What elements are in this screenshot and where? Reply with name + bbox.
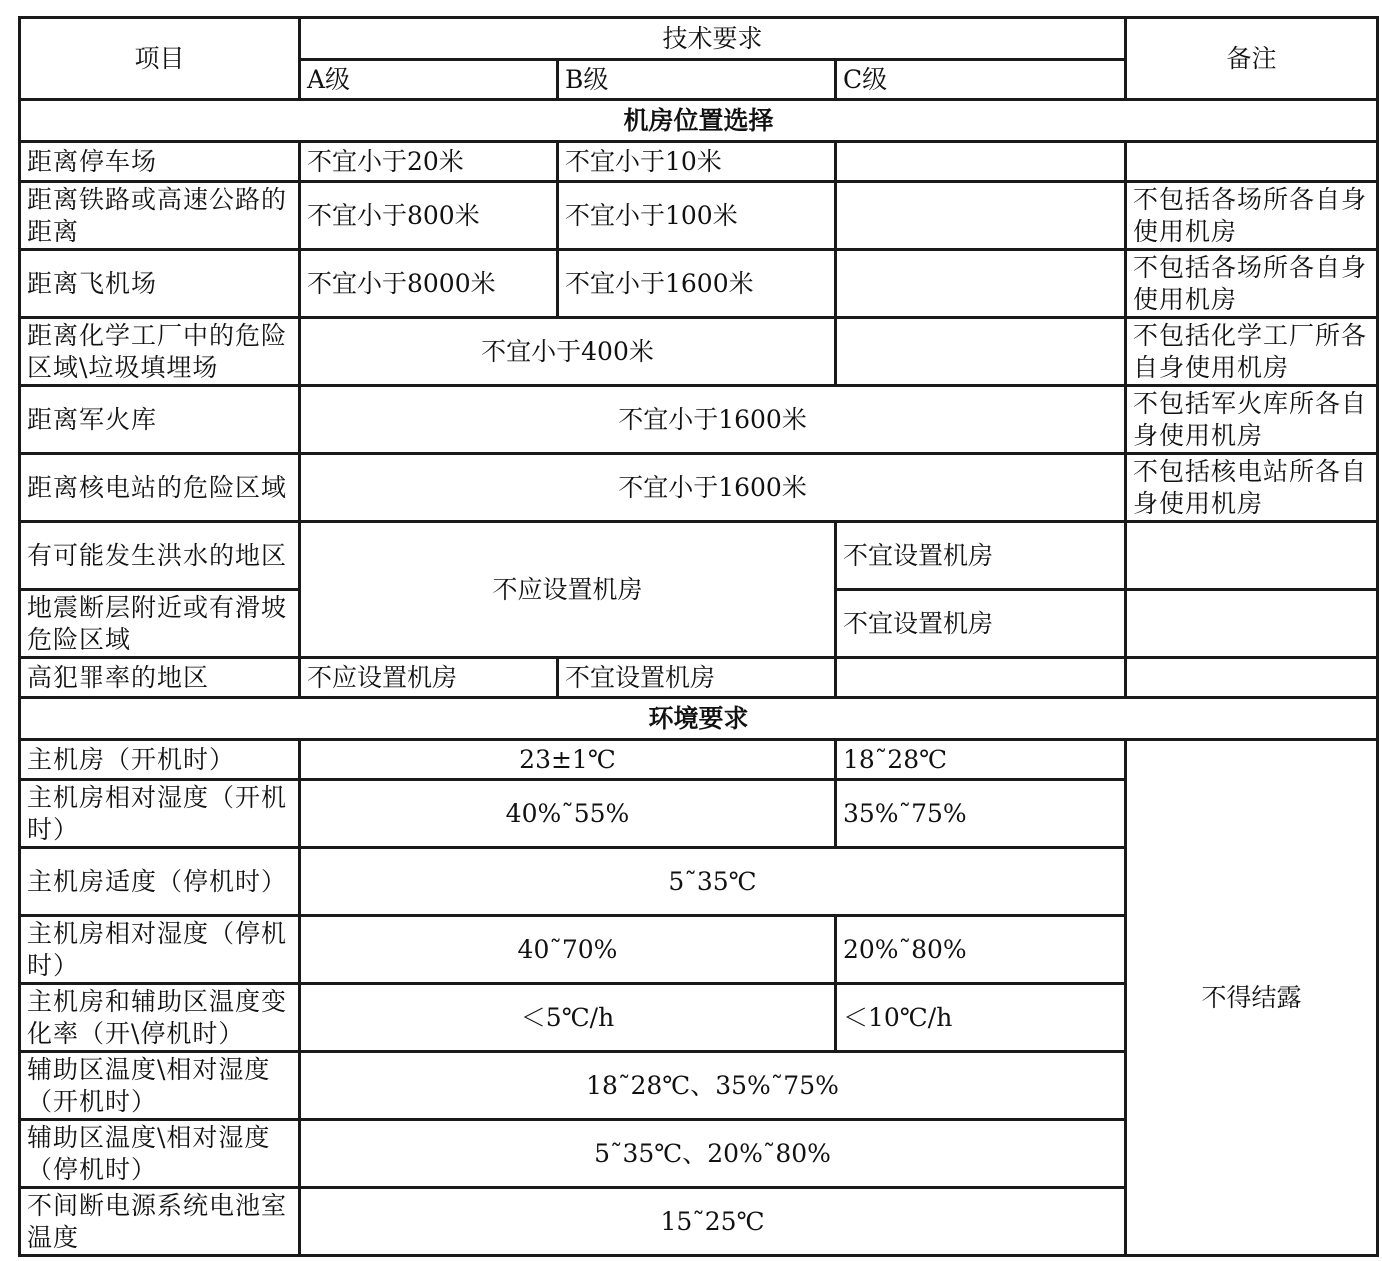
cell-a: 不应设置机房 [300,658,558,698]
cell-b: 不宜小于10米 [558,142,836,182]
cell-ab-merged: 不应设置机房 [300,522,836,658]
row-item: 距离军火库 [20,386,300,454]
cell-c: 35%˜75% [836,780,1126,848]
header-grade-c: C级 [836,60,1126,100]
row-item: 地震断层附近或有滑坡危险区域 [20,590,300,658]
cell-abc: 不宜小于1600米 [300,386,1126,454]
cell-c [836,658,1126,698]
header-tech-requirements: 技术要求 [300,18,1126,60]
cell-a: 不宜小于20米 [300,142,558,182]
row-item: 距离化学工厂中的危险区域\垃圾填埋场 [20,318,300,386]
cell-c: ＜10℃/h [836,984,1126,1052]
cell-b: 不宜设置机房 [558,658,836,698]
cell-abc: 5˜35℃ [300,848,1126,916]
section-title-location: 机房位置选择 [20,100,1378,142]
row-item: 高犯罪率的地区 [20,658,300,698]
cell-abc: 18˜28℃、35%˜75% [300,1052,1126,1120]
row-item: 辅助区温度\相对湿度（停机时） [20,1120,300,1188]
table-row [20,454,1378,522]
cell-ab: 不宜小于400米 [300,318,836,386]
table-row [20,182,1378,250]
cell-abc: 5˜35℃、20%˜80% [300,1120,1126,1188]
table-row [20,386,1378,454]
section-title-environment: 环境要求 [20,698,1378,740]
row-item: 主机房适度（停机时） [20,848,300,916]
cell-b: 不宜小于1600米 [558,250,836,318]
cell-note [1126,658,1378,698]
cell-c: 20%˜80% [836,916,1126,984]
table-row [20,142,1378,182]
row-item: 主机房（开机时） [20,740,300,780]
row-item: 距离铁路或高速公路的距离 [20,182,300,250]
row-item: 距离核电站的危险区域 [20,454,300,522]
row-item: 主机房相对湿度（停机时） [20,916,300,984]
header-item: 项目 [20,18,300,100]
cell-ab: ＜5℃/h [300,984,836,1052]
cell-a: 不宜小于8000米 [300,250,558,318]
cell-note: 不包括各场所各自身使用机房 [1126,182,1378,250]
cell-note [1126,142,1378,182]
header-note: 备注 [1126,18,1378,100]
cell-c [836,318,1126,386]
requirements-table [18,16,1379,1257]
cell-c [836,250,1126,318]
cell-note-merged: 不得结露 [1126,740,1378,1256]
table-row [20,522,1378,590]
cell-abc: 不宜小于1600米 [300,454,1126,522]
cell-note [1126,590,1378,658]
cell-c [836,142,1126,182]
row-item: 不间断电源系统电池室温度 [20,1188,300,1256]
cell-a: 不宜小于800米 [300,182,558,250]
header-grade-b: B级 [558,60,836,100]
cell-note: 不包括核电站所各自身使用机房 [1126,454,1378,522]
row-item: 距离飞机场 [20,250,300,318]
cell-c: 18˜28℃ [836,740,1126,780]
cell-note: 不包括各场所各自身使用机房 [1126,250,1378,318]
cell-ab: 40˜70% [300,916,836,984]
cell-note: 不包括军火库所各自身使用机房 [1126,386,1378,454]
cell-abc: 15˜25℃ [300,1188,1126,1256]
cell-c [836,182,1126,250]
cell-note: 不包括化学工厂所各自身使用机房 [1126,318,1378,386]
row-item: 距离停车场 [20,142,300,182]
cell-c: 不宜设置机房 [836,590,1126,658]
table-row [20,658,1378,698]
row-item: 有可能发生洪水的地区 [20,522,300,590]
table-row [20,250,1378,318]
cell-ab: 40%˜55% [300,780,836,848]
row-item: 主机房和辅助区温度变化率（开\停机时） [20,984,300,1052]
cell-note [1126,522,1378,590]
cell-ab: 23±1℃ [300,740,836,780]
row-item: 辅助区温度\相对湿度（开机时） [20,1052,300,1120]
header-grade-a: A级 [300,60,558,100]
table-row [20,740,1378,780]
row-item: 主机房相对湿度（开机时） [20,780,300,848]
cell-b: 不宜小于100米 [558,182,836,250]
table-row [20,318,1378,386]
cell-c: 不宜设置机房 [836,522,1126,590]
